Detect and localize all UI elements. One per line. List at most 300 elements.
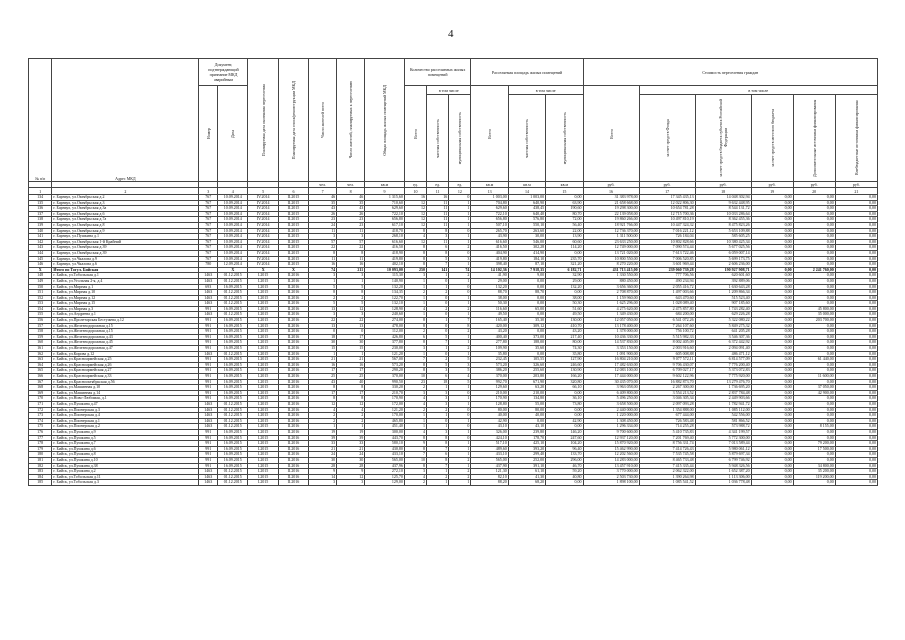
- cell-c18: 9 632 448,95: [695, 200, 751, 206]
- cell-p2: II.2015: [278, 245, 308, 251]
- cell-date: 01.12.2015: [218, 351, 248, 357]
- cell-c17: 17 345 435,13: [639, 195, 695, 201]
- cell-c18: 2 837 784,48: [695, 390, 751, 396]
- cell-n: 169: [29, 390, 52, 396]
- cell-c17: 726 184,04: [639, 234, 695, 240]
- cell-c20: 61 440,00: [793, 357, 835, 363]
- cell-c8: 8: [337, 250, 365, 256]
- cell-p1: IV.2014: [248, 195, 278, 201]
- cell-c11: 11: [427, 200, 449, 206]
- cell-n: X: [29, 267, 52, 273]
- cell-c9: 426,80: [365, 334, 405, 340]
- cell-c7: 17: [309, 390, 337, 396]
- cell-date: 16.09.2015: [218, 329, 248, 335]
- header-cost-total: Всего: [583, 86, 639, 182]
- cell-date: 16.09.2015: [218, 362, 248, 368]
- cell-c15: 43,20: [546, 329, 583, 335]
- cell-c17: 7 535 745,58: [639, 452, 695, 458]
- cell-c21: 0,00: [835, 340, 877, 346]
- cell-p1: IV.2014: [248, 239, 278, 245]
- cell-c11: 141: [427, 267, 449, 273]
- cell-p1: I.2015: [248, 290, 278, 296]
- cell-c8: 12: [337, 474, 365, 480]
- cell-c16: 23 633 250,00: [583, 239, 639, 245]
- cell-c10: 12: [404, 222, 426, 228]
- cell-c13: 517,10: [471, 441, 508, 447]
- cell-c17: 2 055 416,72: [639, 284, 695, 290]
- cell-c13: 565,00: [471, 457, 508, 463]
- cell-c8: 57: [337, 239, 365, 245]
- table-body: [29, 195, 878, 486]
- header-settled-area: Расселяемая площадь жилых помещений: [471, 59, 583, 86]
- cell-c8: 21: [337, 357, 365, 363]
- cell-c15: 246,60: [546, 362, 583, 368]
- cell-c10: 12: [404, 211, 426, 217]
- cell-p2: X: [278, 267, 308, 273]
- cell-c17: 7 016 221,12: [639, 228, 695, 234]
- cell-c9: 132,20: [365, 284, 405, 290]
- cell-c13: 722,10: [471, 211, 508, 217]
- cell-c11: 11: [427, 239, 449, 245]
- cell-c15: 0,00: [546, 413, 583, 419]
- cell-c12: 3: [449, 256, 471, 262]
- cell-n: 145: [29, 256, 52, 262]
- cell-n: 140: [29, 228, 52, 234]
- cell-c13: 370,00: [471, 374, 508, 380]
- cell-c13: 277,80: [471, 340, 508, 346]
- cell-a: г. Бийск, ул.Тобольская д.11: [52, 474, 199, 480]
- cell-c12: 0: [449, 228, 471, 234]
- column-number-16: 16: [583, 188, 639, 195]
- cell-c14: 178,70: [508, 435, 545, 441]
- cell-c16: 17 482 630,00: [583, 362, 639, 368]
- cell-c15: 0,00: [546, 290, 583, 296]
- cell-c7: 35: [309, 200, 337, 206]
- cell-c7: 28: [309, 463, 337, 469]
- cell-c13: 121,30: [471, 469, 508, 475]
- cell-c19: 0,00: [751, 379, 793, 385]
- cell-c11: 1: [427, 318, 449, 324]
- cell-num: 991: [199, 385, 218, 391]
- cell-p1: I.2015: [248, 368, 278, 374]
- cell-c14: 0,00: [508, 351, 545, 357]
- cell-p2: II.2016: [278, 329, 308, 335]
- cell-p2: II.2016: [278, 401, 308, 407]
- cell-p2: II.2016: [278, 368, 308, 374]
- cell-c10: 1: [404, 418, 426, 424]
- cell-p1: I.2015: [248, 418, 278, 424]
- cell-p1: I.2015: [248, 346, 278, 352]
- cell-p2: II.2016: [278, 413, 308, 419]
- cell-c16: 12 749 000,00: [583, 245, 639, 251]
- cell-c20: 35 200,00: [793, 469, 835, 475]
- cell-p2: II.2015: [278, 239, 308, 245]
- cell-c9: 451,40: [365, 424, 405, 430]
- cell-c13: 420,00: [471, 323, 508, 329]
- cell-date: 16.09.2015: [218, 306, 248, 312]
- cell-c11: 8: [427, 457, 449, 463]
- cell-c21: 0,00: [835, 245, 877, 251]
- cell-p2: II.2016: [278, 418, 308, 424]
- cell-c13: 43,20: [471, 329, 508, 335]
- cell-c16: 6 409 800,00: [583, 390, 639, 396]
- cell-num: 780: [199, 262, 218, 268]
- cell-c18: 1 209 866,34: [695, 290, 751, 296]
- cell-n: 162: [29, 351, 52, 357]
- cell-c19: 0,00: [751, 206, 793, 212]
- cell-a: г. Бийск, ул.Тобольская д.3: [52, 480, 199, 486]
- cell-num: 1463: [199, 413, 218, 419]
- cell-c12: 74: [449, 267, 471, 273]
- cell-c13: 386,20: [471, 368, 508, 374]
- cell-c12: 2: [449, 306, 471, 312]
- cell-c18: 392 889,06: [695, 278, 751, 284]
- cell-c16: 14 537 830,00: [583, 340, 639, 346]
- cell-c20: 0,00: [793, 228, 835, 234]
- cell-c12: 1: [449, 278, 471, 284]
- cell-c17: 2 097 093,28: [639, 401, 695, 407]
- cell-c15: 59,20: [546, 469, 583, 475]
- cell-n: 179: [29, 446, 52, 452]
- cell-date: 16.09.2015: [218, 346, 248, 352]
- cell-num: 1463: [199, 290, 218, 296]
- column-number-13: 13: [471, 188, 508, 195]
- cell-num: 991: [199, 306, 218, 312]
- cell-num: 991: [199, 457, 218, 463]
- cell-p2: II.2016: [278, 278, 308, 284]
- cell-c13: 437,90: [471, 463, 508, 469]
- cell-c21: 0,00: [835, 234, 877, 240]
- cell-c13: 128,80: [471, 401, 508, 407]
- cell-p2: II.2016: [278, 284, 308, 290]
- cell-c13: 419,80: [471, 256, 508, 262]
- cell-c7: 3: [309, 312, 337, 318]
- cell-num: 767: [199, 222, 218, 228]
- cell-c21: 0,00: [835, 401, 877, 407]
- cell-c16: 19 860 266,00: [583, 217, 639, 223]
- cell-c21: 0,00: [835, 211, 877, 217]
- cell-c18: 486 471,12: [695, 351, 751, 357]
- cell-c15: 74,30: [546, 346, 583, 352]
- unit-cell-17: руб.: [639, 182, 695, 188]
- cell-a: г. Бийск, ул.Пушкина д.5: [52, 435, 199, 441]
- cell-p1: I.2015: [248, 351, 278, 357]
- cell-c12: 1: [449, 234, 471, 240]
- cell-c11: 1: [427, 469, 449, 475]
- cell-c7: 2: [309, 295, 337, 301]
- cell-c19: 0,00: [751, 429, 793, 435]
- cell-c10: 1: [404, 413, 426, 419]
- cell-p1: I.2015: [248, 379, 278, 385]
- header-rooms-private: частная собственность: [427, 95, 449, 182]
- cell-num: 991: [199, 323, 218, 329]
- cell-c17: 1 085 541,52: [639, 480, 695, 486]
- cell-c10: 8: [404, 340, 426, 346]
- cell-date: X: [218, 267, 248, 273]
- cell-c14: 299,40: [508, 452, 545, 458]
- cell-num: 991: [199, 379, 218, 385]
- cell-c15: 0,00: [546, 390, 583, 396]
- cell-c14: 550,10: [508, 222, 545, 228]
- cell-c19: 0,00: [751, 385, 793, 391]
- cell-c14: 61,10: [508, 469, 545, 475]
- cell-p2: II.2015: [278, 200, 308, 206]
- unit-cell-19: руб.: [751, 182, 793, 188]
- cell-c7: 1: [309, 351, 337, 357]
- cell-c18: 573 988,72: [695, 424, 751, 430]
- cell-c11: 8: [427, 435, 449, 441]
- cell-c19: 0,00: [751, 452, 793, 458]
- cell-c9: 1 315,60: [365, 195, 405, 201]
- cell-c16: 3 658 500,00: [583, 401, 639, 407]
- cell-c12: 0: [449, 435, 471, 441]
- cell-c13: 433,10: [471, 452, 508, 458]
- cell-c8: 39: [337, 435, 365, 441]
- cell-c8: 1: [337, 424, 365, 430]
- cell-c15: 73,80: [546, 401, 583, 407]
- cell-c9: 125,70: [365, 474, 405, 480]
- cell-c12: 2: [449, 329, 471, 335]
- cell-c18: 5 948 326,56: [695, 463, 751, 469]
- cell-c21: 0,00: [835, 346, 877, 352]
- cell-c15: 235,70: [546, 256, 583, 262]
- cell-c17: 677 444,00: [639, 413, 695, 419]
- cell-c21: 0,00: [835, 250, 877, 256]
- cell-c9: 272,10: [365, 469, 405, 475]
- cell-c11: 11: [427, 211, 449, 217]
- cell-c15: 46,70: [546, 463, 583, 469]
- cell-c20: 34 800,00: [793, 463, 835, 469]
- column-number-18: 18: [695, 188, 751, 195]
- cell-c14: 7 918,35: [508, 267, 545, 273]
- cell-n: 171: [29, 401, 52, 407]
- cell-c7: 1: [309, 424, 337, 430]
- cell-c12: 1: [449, 295, 471, 301]
- cell-c11: 0: [427, 329, 449, 335]
- cell-c10: 1: [404, 351, 426, 357]
- cell-c8: 3: [337, 273, 365, 279]
- column-number-10: 10: [404, 188, 426, 195]
- cell-c20: 0,00: [793, 206, 835, 212]
- cell-c10: 8: [404, 368, 426, 374]
- cell-n: 184: [29, 474, 52, 480]
- cell-a: г. Бийск, ул.Железнодорожная д.15: [52, 323, 199, 329]
- cell-c7: 3: [309, 480, 337, 486]
- cell-c12: 1: [449, 452, 471, 458]
- cell-c20: 0,00: [793, 401, 835, 407]
- cell-a: г. Бийск, ул.Машинная д.10: [52, 385, 199, 391]
- cell-p1: I.2015: [248, 301, 278, 307]
- cell-c18: 2 449 903,66: [695, 396, 751, 402]
- cell-c11: 0: [427, 418, 449, 424]
- cell-c10: 7: [404, 452, 426, 458]
- cell-c8: 5: [337, 284, 365, 290]
- cell-c12: 1: [449, 334, 471, 340]
- cell-c17: 490 234,94: [639, 278, 695, 284]
- cell-c10: 16: [404, 195, 426, 201]
- cell-c21: 0,00: [835, 446, 877, 452]
- cell-c15: 114,20: [546, 245, 583, 251]
- cell-c7: 3: [309, 273, 337, 279]
- cell-c9: 437,96: [365, 463, 405, 469]
- column-number-7: 7: [309, 188, 337, 195]
- cell-num: 991: [199, 441, 218, 447]
- cell-p2: II.2015: [278, 234, 308, 240]
- cell-date: 01.12.2015: [218, 474, 248, 480]
- cell-c20: 0,00: [793, 407, 835, 413]
- cell-c16: 12 083 100,00: [583, 368, 639, 374]
- cell-c8: 12: [337, 401, 365, 407]
- cell-c15: 63,90: [546, 200, 583, 206]
- cell-a: г. Бийск, ул.Пушкина д.10: [52, 457, 199, 463]
- cell-c18: 620 601,60: [695, 273, 751, 279]
- cell-c11: 6: [427, 245, 449, 251]
- cell-c9: 115,30: [365, 273, 405, 279]
- cell-p2: II.2016: [278, 340, 308, 346]
- cell-c19: 0,00: [751, 463, 793, 469]
- cell-date: 12.09.2014: [218, 262, 248, 268]
- cell-num: 767: [199, 195, 218, 201]
- cell-c16: 3 770 000,00: [583, 469, 639, 475]
- cell-p2: II.2016: [278, 407, 308, 413]
- cell-c11: 0: [427, 301, 449, 307]
- cell-c9: 230,00: [365, 346, 405, 352]
- cell-c11: 3: [427, 396, 449, 402]
- header-area-incl: в том числе: [508, 86, 583, 95]
- cell-c21: 0,00: [835, 385, 877, 391]
- header-area-municipal: муниципальная собственность: [546, 95, 583, 182]
- cell-c10: 8: [404, 323, 426, 329]
- cell-c11: 6: [427, 374, 449, 380]
- column-number-2: 2: [52, 188, 199, 195]
- cell-c18: 5 879 697,34: [695, 452, 751, 458]
- cell-c11: 1: [427, 273, 449, 279]
- cell-c16: 31 383 978,00: [583, 195, 639, 201]
- cell-c17: 2 475 857,80: [639, 306, 695, 312]
- cell-c7: 33: [309, 441, 337, 447]
- cell-n: 139: [29, 222, 52, 228]
- cell-n: 183: [29, 469, 52, 475]
- cell-num: 767: [199, 206, 218, 212]
- cell-c8: 211: [337, 267, 365, 273]
- cell-c9: 274,00: [365, 318, 405, 324]
- cell-p2: II.2016: [278, 480, 308, 486]
- cell-p1: I.2015: [248, 329, 278, 335]
- cell-c20: 0,00: [793, 217, 835, 223]
- cell-c12: 1: [449, 441, 471, 447]
- header-rooms-incl: в том числе: [427, 86, 471, 95]
- cell-c10: 8: [404, 245, 426, 251]
- cell-c14: 0,00: [508, 301, 545, 307]
- cell-c20: 8 155,00: [793, 424, 835, 430]
- cell-num: 991: [199, 346, 218, 352]
- cell-c12: 5: [449, 379, 471, 385]
- cell-c20: 0,00: [793, 429, 835, 435]
- cell-c20: 0,00: [793, 452, 835, 458]
- cell-c15: 0,00: [546, 195, 583, 201]
- cell-c12: 1: [449, 200, 471, 206]
- cell-c9: 416,50: [365, 245, 405, 251]
- cell-c8: 22: [337, 318, 365, 324]
- cell-c17: 5 410 735,83: [639, 429, 695, 435]
- cell-c14: 0,00: [508, 278, 545, 284]
- cell-c21: 0,00: [835, 474, 877, 480]
- cell-c21: 0,00: [835, 480, 877, 486]
- cell-c7: 13: [309, 323, 337, 329]
- cell-c14: 134,80: [508, 396, 545, 402]
- cell-c18: 14 048 302,94: [695, 195, 751, 201]
- cell-c7: 2: [309, 413, 337, 419]
- cell-p1: I.2015: [248, 407, 278, 413]
- cell-c7: 8: [309, 290, 337, 296]
- cell-c9: 210,70: [365, 390, 405, 396]
- cell-c12: 0: [449, 250, 471, 256]
- cell-c9: 121,20: [365, 407, 405, 413]
- cell-c19: 0,00: [751, 469, 793, 475]
- cell-p2: II.2015: [278, 250, 308, 256]
- cell-c21: 0,00: [835, 206, 877, 212]
- cell-c10: 3: [404, 273, 426, 279]
- cell-c20: 45 800,00: [793, 306, 835, 312]
- cell-c7: 18: [309, 334, 337, 340]
- cell-c10: 1: [404, 284, 426, 290]
- cell-c21: 0,00: [835, 222, 877, 228]
- cell-c10: 12: [404, 217, 426, 223]
- cell-c20: 0,00: [793, 278, 835, 284]
- cell-c9: 240,60: [365, 312, 405, 318]
- cell-n: 135: [29, 200, 52, 206]
- cell-c17: 7 201 769,40: [639, 435, 695, 441]
- cell-c8: 3: [337, 480, 365, 486]
- cell-p1: I.2015: [248, 452, 278, 458]
- cell-num: 1463: [199, 480, 218, 486]
- cell-c17: 12 715 700,36: [639, 211, 695, 217]
- cell-c15: 166,20: [546, 374, 583, 380]
- cell-c7: 21: [309, 357, 337, 363]
- cell-c15: 296,00: [546, 457, 583, 463]
- cell-c18: 2 606 236,00: [695, 262, 751, 268]
- cell-c11: 2: [427, 306, 449, 312]
- cell-c17: 10 497 810,19: [639, 217, 695, 223]
- cell-date: 16.09.2015: [218, 390, 248, 396]
- cell-num: 1463: [199, 295, 218, 301]
- cell-c21: 0,00: [835, 200, 877, 206]
- cell-c12: 5: [449, 368, 471, 374]
- cell-n: 154: [29, 306, 52, 312]
- cell-c7: 8: [309, 385, 337, 391]
- cell-n: 137: [29, 211, 52, 217]
- cell-c16: 12 736 370,00: [583, 228, 639, 234]
- cell-c13: 656,80: [471, 217, 508, 223]
- cell-a: г. Барнаул, ул.Октябрьская д.9: [52, 228, 199, 234]
- cell-c17: 2 267 300,00: [639, 385, 695, 391]
- cell-c14: 30,00: [508, 234, 545, 240]
- cell-c13: 88,70: [471, 290, 508, 296]
- cell-c17: 9 077 572,11: [639, 357, 695, 363]
- cell-c11: 3: [427, 429, 449, 435]
- table-header: [29, 59, 878, 195]
- cell-c10: 9: [404, 441, 426, 447]
- cell-c18: 6 799 746,92: [695, 457, 751, 463]
- cell-a: Итого по Тогул. Бийская: [52, 267, 199, 273]
- cell-c13: 398,40: [471, 262, 508, 268]
- header-doc-num: Номер: [199, 86, 218, 182]
- cell-c20: 0,00: [793, 290, 835, 296]
- cell-c7: 57: [309, 239, 337, 245]
- cell-c12: 0: [449, 390, 471, 396]
- cell-num: 767: [199, 211, 218, 217]
- cell-c14: 210,00: [508, 390, 545, 396]
